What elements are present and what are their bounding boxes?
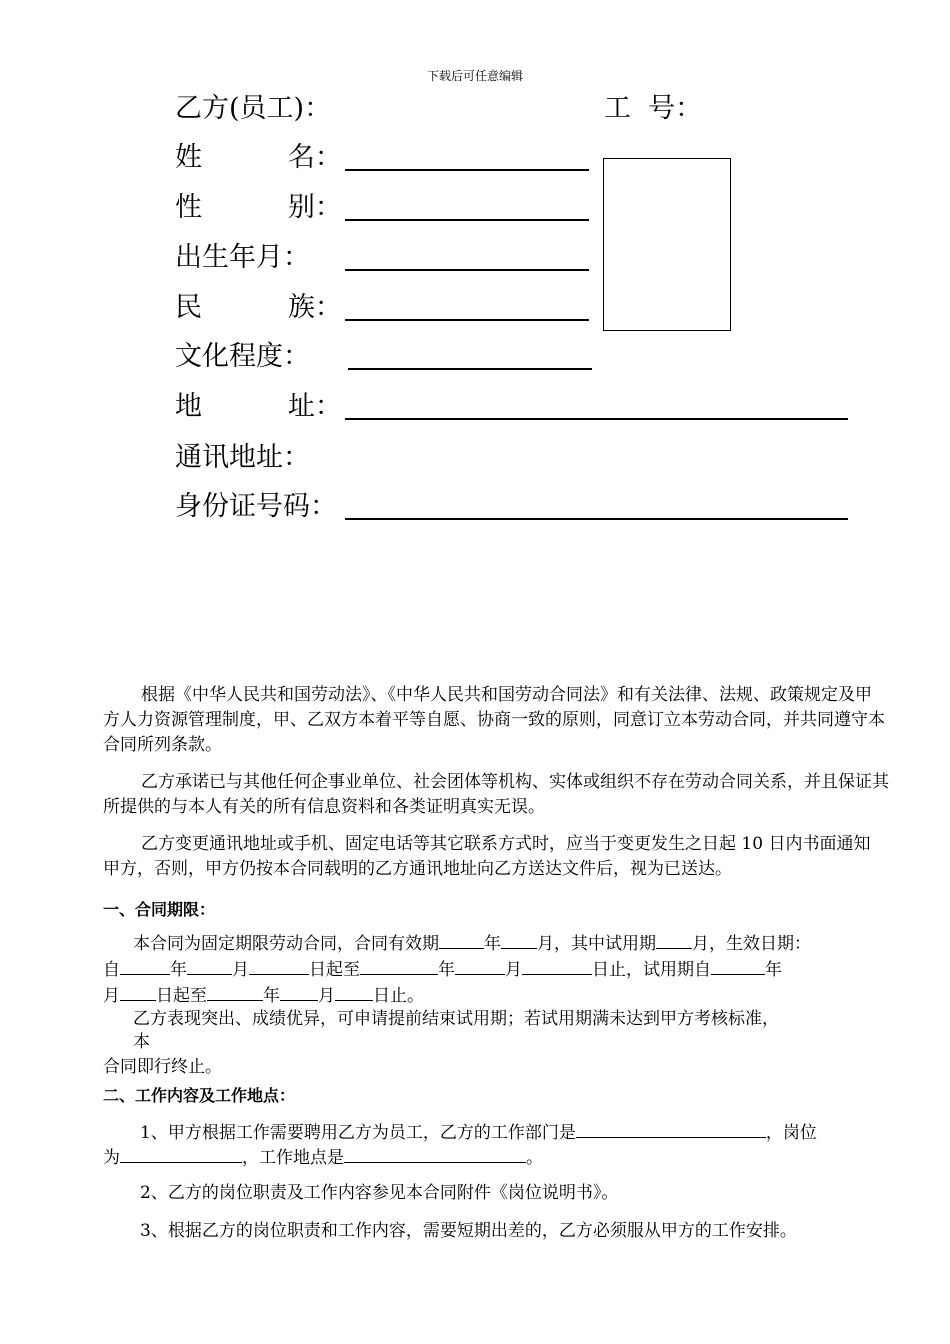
start-day-blank[interactable] bbox=[249, 956, 309, 975]
term-text: 日止。 bbox=[373, 986, 424, 1006]
mailing-address-label: 通讯地址： bbox=[175, 442, 310, 473]
job-text: 为 bbox=[103, 1148, 120, 1168]
term-text: 月 bbox=[505, 960, 522, 980]
probation-end-day-blank[interactable] bbox=[335, 982, 373, 1001]
term-line-3 bbox=[103, 982, 424, 1009]
address-label: 地 址： bbox=[175, 391, 342, 422]
probation-start-day-blank[interactable] bbox=[120, 982, 156, 1001]
job-no-label: 工 号： bbox=[604, 93, 703, 124]
job-text: 1、甲方根据工作需要聘用乙方为员工，乙方的工作部门是 bbox=[140, 1123, 576, 1143]
end-day-blank[interactable] bbox=[522, 956, 592, 975]
term-text: 年 bbox=[438, 960, 455, 980]
term-text: 月 bbox=[103, 986, 120, 1006]
start-month-blank[interactable] bbox=[187, 956, 232, 975]
term-months-blank[interactable] bbox=[501, 930, 537, 949]
ethnicity-label: 民 族： bbox=[175, 292, 342, 323]
birth-field[interactable] bbox=[345, 269, 589, 271]
early-end-text-end: 合同即行终止。 bbox=[103, 1057, 222, 1077]
education-label: 文化程度： bbox=[175, 341, 310, 372]
probation-start-year-blank[interactable] bbox=[711, 956, 765, 975]
term-line-1 bbox=[133, 930, 811, 957]
term-text: 日起至 bbox=[156, 986, 207, 1006]
intro-paragraph-1: 根据《中华人民共和国劳动法》、《中华人民共和国劳动合同法》和有关法律、法规、政策规定及甲方人力资源管理制度，甲、乙双方本着平等自愿、协商一致的原则，同意订立本劳动合同，并共同遵守本合同所列条款。 bbox=[103, 685, 885, 755]
start-year-blank[interactable] bbox=[120, 956, 170, 975]
term-text: 月，生效日期： bbox=[692, 934, 811, 954]
early-end-text-cont: 本 bbox=[133, 1032, 150, 1052]
early-end-text: 乙方表现突出、成绩优异，可申请提前结束试用期；若试用期满未达到甲方考核标准， bbox=[133, 1009, 779, 1029]
education-field[interactable] bbox=[348, 368, 592, 370]
name-label: 姓 名： bbox=[175, 142, 342, 173]
section-2-title: 二、工作内容及工作地点： bbox=[103, 1086, 296, 1105]
job-text: ，工作地点是 bbox=[242, 1148, 344, 1168]
gender-field[interactable] bbox=[345, 219, 589, 221]
page-header: 下载后可任意编辑 bbox=[426, 69, 523, 83]
job-item-1-line-1 bbox=[140, 1119, 817, 1146]
probation-end-month-blank[interactable] bbox=[280, 982, 318, 1001]
probation-end-year-blank[interactable] bbox=[207, 982, 263, 1001]
id-number-label: 身份证号码： bbox=[175, 491, 337, 522]
term-text: 年 bbox=[484, 934, 501, 954]
term-text: 本合同为固定期限劳动合同，合同有效期 bbox=[133, 934, 439, 954]
job-item-1-line-2 bbox=[103, 1144, 543, 1171]
term-text: 年 bbox=[765, 960, 782, 980]
name-field[interactable] bbox=[345, 169, 589, 171]
work-location-blank[interactable] bbox=[344, 1144, 526, 1163]
term-years-blank[interactable] bbox=[439, 930, 484, 949]
term-text: 月 bbox=[318, 986, 335, 1006]
photo-box bbox=[603, 158, 731, 331]
intro-paragraph-3: 乙方变更通讯地址或手机、固定电话等其它联系方式时，应当于变更发生之日起 10 日内书面通知甲方，否则，甲方仍按本合同载明的乙方通讯地址向乙方送达文件后，视为已送达。 bbox=[103, 834, 871, 879]
term-text: 月，其中试用期 bbox=[537, 934, 656, 954]
department-blank[interactable] bbox=[576, 1119, 766, 1138]
id-number-field[interactable] bbox=[345, 518, 848, 520]
address-field[interactable] bbox=[345, 418, 848, 420]
term-text: 自 bbox=[103, 960, 120, 980]
gender-label: 性 别： bbox=[175, 192, 342, 223]
term-text: 年 bbox=[263, 986, 280, 1006]
ethnicity-field[interactable] bbox=[345, 319, 589, 321]
job-item-2: 2、乙方的岗位职责及工作内容参见本合同附件《岗位说明书》。 bbox=[140, 1183, 619, 1203]
intro-paragraph-2: 乙方承诺已与其他任何企事业单位、社会团体等机构、实体或组织不存在劳动合同关系，并且保证其所提供的与本人有关的所有信息资料和各类证明真实无误。 bbox=[103, 772, 889, 817]
birth-label: 出生年月： bbox=[175, 242, 310, 273]
end-year-blank[interactable] bbox=[360, 956, 438, 975]
term-text: 年 bbox=[170, 960, 187, 980]
section-1-title: 一、合同期限： bbox=[103, 900, 216, 919]
term-line-2 bbox=[103, 956, 782, 983]
term-text: 月 bbox=[232, 960, 249, 980]
job-item-3: 3、根据乙方的岗位职责和工作内容，需要短期出差的，乙方必须服从甲方的工作安排。 bbox=[140, 1221, 797, 1241]
probation-months-blank[interactable] bbox=[656, 930, 692, 949]
term-text: 日止，试用期自 bbox=[592, 960, 711, 980]
term-text: 日起至 bbox=[309, 960, 360, 980]
job-text: 。 bbox=[526, 1148, 543, 1168]
party-b-title: 乙方(员工)： bbox=[175, 93, 332, 124]
job-text: ，岗位 bbox=[765, 1123, 817, 1143]
end-month-blank[interactable] bbox=[455, 956, 505, 975]
position-blank[interactable] bbox=[120, 1144, 242, 1163]
